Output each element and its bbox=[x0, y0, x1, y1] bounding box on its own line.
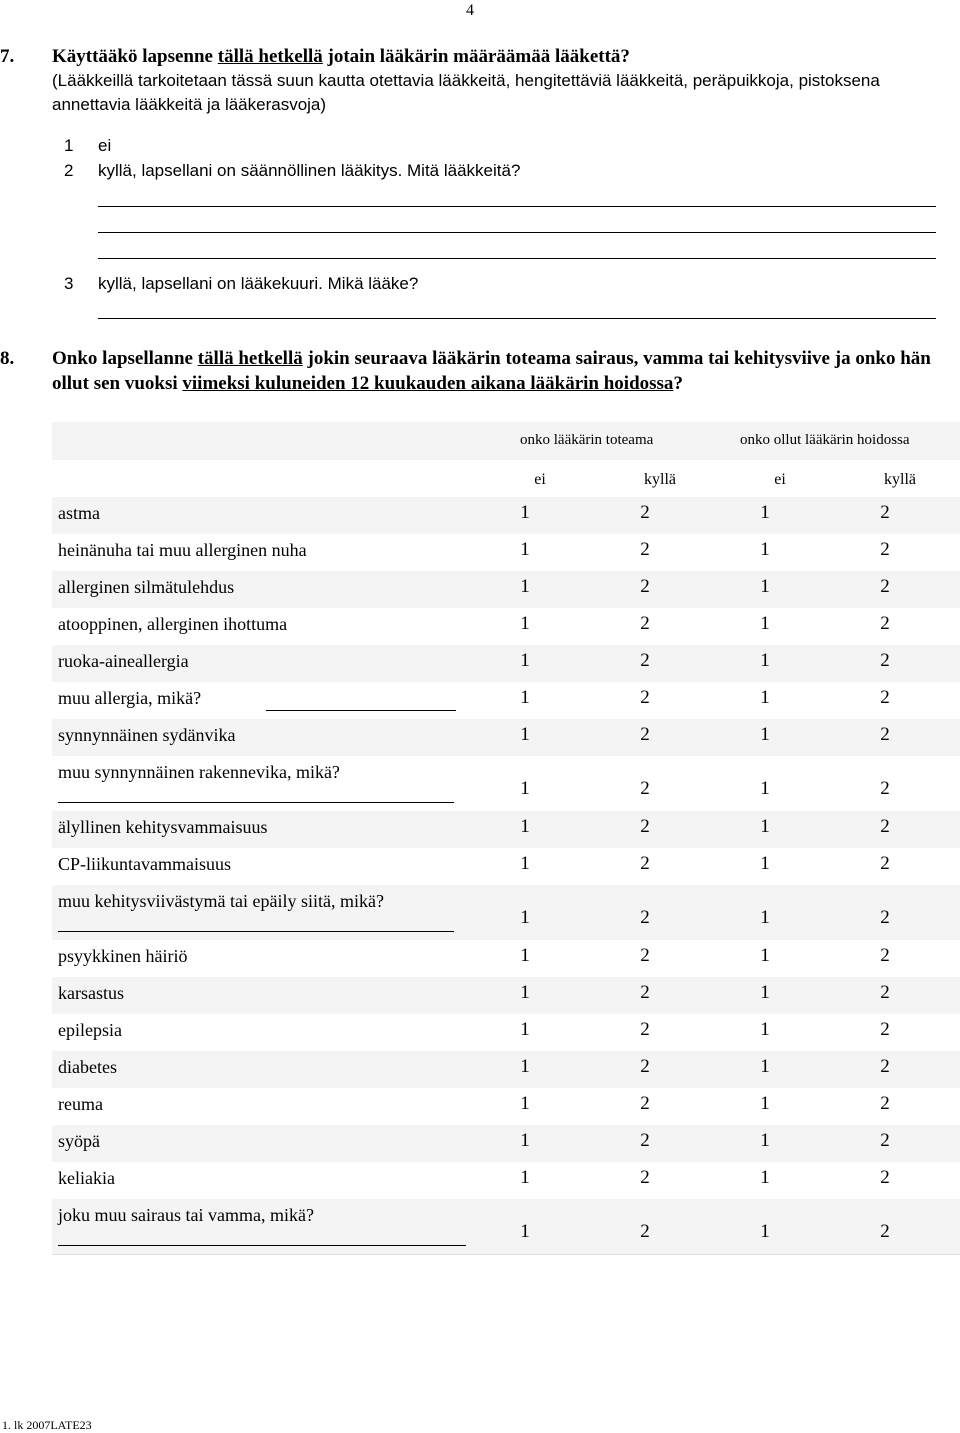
table-row bbox=[52, 1088, 960, 1125]
answer-code[interactable]: 1 bbox=[760, 502, 770, 523]
table-row bbox=[52, 497, 960, 534]
table-row bbox=[52, 756, 960, 811]
question-emphasis: tällä hetkellä bbox=[217, 46, 323, 67]
condition-label: diabetes bbox=[58, 1057, 117, 1077]
question-emphasis: viimeksi kuluneiden 12 kuukauden aikana lääkärin hoidossa bbox=[182, 373, 674, 394]
condition-label: syöpä bbox=[58, 1131, 100, 1151]
table-row bbox=[52, 608, 960, 645]
option-label: ei bbox=[98, 136, 112, 155]
answer-code[interactable]: 1 bbox=[520, 502, 530, 523]
answer-code[interactable]: 1 bbox=[520, 907, 530, 928]
answer-code[interactable]: 1 bbox=[760, 945, 770, 966]
answer-code[interactable]: 1 bbox=[520, 1056, 530, 1077]
answer-code[interactable]: 2 bbox=[880, 982, 890, 1003]
question-8-title bbox=[0, 346, 950, 396]
answer-code[interactable]: 2 bbox=[640, 539, 650, 560]
answer-code[interactable]: 2 bbox=[880, 1056, 890, 1077]
condition-label: CP-liikuntavammaisuus bbox=[58, 854, 231, 874]
option-label: kyllä, lapsellani on lääkekuuri. Mikä lääke? bbox=[98, 274, 419, 293]
answer-code[interactable]: 1 bbox=[520, 982, 530, 1003]
table-bottom-border bbox=[52, 1254, 960, 1255]
question-text: Käyttääkö lapsenne bbox=[52, 46, 218, 67]
table-row bbox=[52, 571, 960, 608]
answer-code[interactable]: 1 bbox=[520, 576, 530, 597]
answer-code[interactable]: 2 bbox=[640, 816, 650, 837]
option-3[interactable] bbox=[64, 272, 418, 296]
answer-code[interactable]: 1 bbox=[520, 650, 530, 671]
answer-code[interactable]: 1 bbox=[520, 539, 530, 560]
specify-answer-line[interactable] bbox=[58, 802, 454, 803]
answer-code[interactable]: 1 bbox=[760, 982, 770, 1003]
answer-code[interactable]: 1 bbox=[760, 650, 770, 671]
table-row bbox=[52, 682, 960, 719]
condition-label: psyykkinen häiriö bbox=[58, 946, 188, 966]
answer-code[interactable]: 1 bbox=[520, 687, 530, 708]
condition-label: reuma bbox=[58, 1094, 103, 1114]
specify-answer-line[interactable] bbox=[58, 1245, 466, 1246]
question-7-note: (Lääkkeillä tarkoitetaan tässä suun kautta otettavia lääkkeitä, hengitettäviä lääkkeitä, peräpuikkoja, pistoksena annettavia lääkkeitä ja lääkerasvoja) bbox=[52, 71, 880, 114]
answer-code[interactable]: 2 bbox=[880, 1130, 890, 1151]
answer-code[interactable]: 1 bbox=[520, 1167, 530, 1188]
answer-code[interactable]: 1 bbox=[760, 724, 770, 745]
answer-code[interactable]: 1 bbox=[520, 1093, 530, 1114]
condition-label: astma bbox=[58, 503, 100, 523]
answer-code[interactable]: 2 bbox=[640, 1221, 650, 1242]
form-code: 1. lk 2007LATE23 bbox=[2, 1418, 92, 1432]
answer-code[interactable]: 2 bbox=[880, 853, 890, 874]
table-row bbox=[52, 534, 960, 571]
condition-label: muu allergia, mikä? bbox=[58, 688, 202, 708]
answer-code[interactable]: 2 bbox=[640, 687, 650, 708]
specify-answer-line[interactable] bbox=[58, 931, 454, 932]
answer-code[interactable]: 2 bbox=[880, 687, 890, 708]
answer-code[interactable]: 1 bbox=[760, 1056, 770, 1077]
answer-code[interactable]: 1 bbox=[760, 687, 770, 708]
answer-code[interactable]: 1 bbox=[760, 1167, 770, 1188]
table-row bbox=[52, 885, 960, 940]
group-header-diagnosed: onko lääkärin toteama bbox=[520, 432, 654, 448]
answer-code[interactable]: 2 bbox=[640, 1167, 650, 1188]
specify-answer-line[interactable] bbox=[266, 710, 456, 711]
answer-code[interactable]: 1 bbox=[520, 945, 530, 966]
question-text: Onko lapsellanne bbox=[52, 348, 198, 369]
answer-code[interactable]: 2 bbox=[640, 576, 650, 597]
answer-code[interactable]: 1 bbox=[520, 1019, 530, 1040]
answer-code[interactable]: 2 bbox=[640, 502, 650, 523]
group-header-treated: onko ollut lääkärin hoidossa bbox=[740, 432, 910, 448]
medication-answer-line[interactable] bbox=[98, 232, 936, 233]
question-emphasis: tällä hetkellä bbox=[197, 348, 303, 369]
condition-label: muu kehitysviivästymä tai epäily siitä, mikä? bbox=[58, 891, 384, 911]
question-7 bbox=[0, 44, 950, 70]
question-7-title bbox=[0, 44, 950, 70]
answer-code[interactable]: 1 bbox=[760, 1130, 770, 1151]
answer-code[interactable]: 1 bbox=[760, 613, 770, 634]
condition-label: allerginen silmätulehdus bbox=[58, 577, 235, 597]
condition-label: epilepsia bbox=[58, 1020, 122, 1040]
option-code: 2 bbox=[64, 161, 74, 180]
answer-code[interactable]: 2 bbox=[880, 576, 890, 597]
answer-code[interactable]: 2 bbox=[880, 724, 890, 745]
condition-label: karsastus bbox=[58, 983, 124, 1003]
question-text: ? bbox=[673, 373, 683, 394]
col-header-kylla: kyllä bbox=[884, 471, 916, 488]
answer-code[interactable]: 2 bbox=[640, 724, 650, 745]
medication-answer-line[interactable] bbox=[98, 258, 936, 259]
option-code: 1 bbox=[64, 136, 74, 155]
condition-label: muu synnynnäinen rakennevika, mikä? bbox=[58, 762, 340, 782]
table-row bbox=[52, 645, 960, 682]
option-2[interactable] bbox=[64, 159, 520, 183]
answer-code[interactable]: 1 bbox=[760, 907, 770, 928]
answer-code[interactable]: 2 bbox=[640, 1019, 650, 1040]
answer-code[interactable]: 1 bbox=[520, 1221, 530, 1242]
answer-code[interactable]: 2 bbox=[640, 907, 650, 928]
answer-code[interactable]: 2 bbox=[640, 945, 650, 966]
medication-answer-line[interactable] bbox=[98, 206, 936, 207]
table-row bbox=[52, 1051, 960, 1088]
medicine-course-answer-line[interactable] bbox=[98, 318, 936, 319]
table-row bbox=[52, 1014, 960, 1051]
answer-code[interactable]: 2 bbox=[640, 778, 650, 799]
condition-label: atooppinen, allerginen ihottuma bbox=[58, 614, 288, 634]
answer-code[interactable]: 1 bbox=[760, 1221, 770, 1242]
question-number: 7. bbox=[0, 46, 15, 67]
condition-label: joku muu sairaus tai vamma, mikä? bbox=[58, 1205, 314, 1225]
option-1[interactable] bbox=[64, 134, 111, 158]
answer-code[interactable]: 2 bbox=[880, 502, 890, 523]
answer-code[interactable]: 2 bbox=[880, 778, 890, 799]
table-row bbox=[52, 719, 960, 756]
condition-label: ruoka-aineallergia bbox=[58, 651, 189, 671]
answer-code[interactable]: 2 bbox=[640, 650, 650, 671]
answer-code[interactable]: 2 bbox=[640, 1056, 650, 1077]
condition-label: älyllinen kehitysvammaisuus bbox=[58, 817, 268, 837]
answer-code[interactable]: 1 bbox=[760, 778, 770, 799]
answer-code[interactable]: 2 bbox=[640, 982, 650, 1003]
answer-code[interactable]: 1 bbox=[520, 724, 530, 745]
col-header-kylla: kyllä bbox=[644, 471, 676, 488]
answer-code[interactable]: 2 bbox=[640, 1093, 650, 1114]
answer-code[interactable]: 2 bbox=[880, 816, 890, 837]
answer-code[interactable]: 1 bbox=[760, 576, 770, 597]
answer-code[interactable]: 2 bbox=[640, 1130, 650, 1151]
col-header-ei: ei bbox=[534, 471, 546, 488]
question-text: jokin seuraava lääkärin toteama sairaus, vamma tai kehitysviive ja onko hän ollut sen vuoksi bbox=[52, 348, 931, 394]
answer-code[interactable]: 2 bbox=[640, 613, 650, 634]
answer-code[interactable]: 1 bbox=[520, 1130, 530, 1151]
table-row bbox=[52, 811, 960, 848]
answer-code[interactable]: 2 bbox=[880, 613, 890, 634]
option-label: kyllä, lapsellani on säännöllinen lääkitys. Mitä lääkkeitä? bbox=[98, 161, 521, 180]
option-code: 3 bbox=[64, 274, 74, 293]
question-text: jotain lääkärin määräämää lääkettä? bbox=[322, 46, 630, 67]
col-header-ei: ei bbox=[774, 471, 786, 488]
answer-code[interactable]: 2 bbox=[880, 539, 890, 560]
table-row bbox=[52, 848, 960, 885]
table-row bbox=[52, 977, 960, 1014]
answer-code[interactable]: 1 bbox=[520, 816, 530, 837]
condition-label: synnynnäinen sydänvika bbox=[58, 725, 236, 745]
answer-code[interactable]: 2 bbox=[880, 1093, 890, 1114]
question-8 bbox=[0, 346, 950, 396]
answer-code[interactable]: 2 bbox=[880, 1221, 890, 1242]
condition-label: heinänuha tai muu allerginen nuha bbox=[58, 540, 307, 560]
question-number: 8. bbox=[0, 348, 15, 369]
table-row bbox=[52, 1199, 960, 1254]
answer-code[interactable]: 2 bbox=[880, 907, 890, 928]
answer-code[interactable]: 2 bbox=[880, 1019, 890, 1040]
answer-code[interactable]: 2 bbox=[640, 853, 650, 874]
table-column-header bbox=[52, 460, 960, 497]
answer-code[interactable]: 1 bbox=[760, 539, 770, 560]
answer-code[interactable]: 2 bbox=[880, 945, 890, 966]
answer-code[interactable]: 2 bbox=[880, 1167, 890, 1188]
answer-code[interactable]: 1 bbox=[520, 613, 530, 634]
answer-code[interactable]: 1 bbox=[760, 1093, 770, 1114]
table-row bbox=[52, 1125, 960, 1162]
table-row bbox=[52, 940, 960, 977]
answer-code[interactable]: 1 bbox=[520, 853, 530, 874]
table-group-header bbox=[52, 422, 960, 460]
answer-code[interactable]: 1 bbox=[520, 778, 530, 799]
table-row bbox=[52, 1162, 960, 1199]
answer-code[interactable]: 2 bbox=[880, 650, 890, 671]
page-number: 4 bbox=[466, 2, 474, 19]
answer-code[interactable]: 1 bbox=[760, 816, 770, 837]
answer-code[interactable]: 1 bbox=[760, 1019, 770, 1040]
answer-code[interactable]: 1 bbox=[760, 853, 770, 874]
condition-label: keliakia bbox=[58, 1168, 115, 1188]
